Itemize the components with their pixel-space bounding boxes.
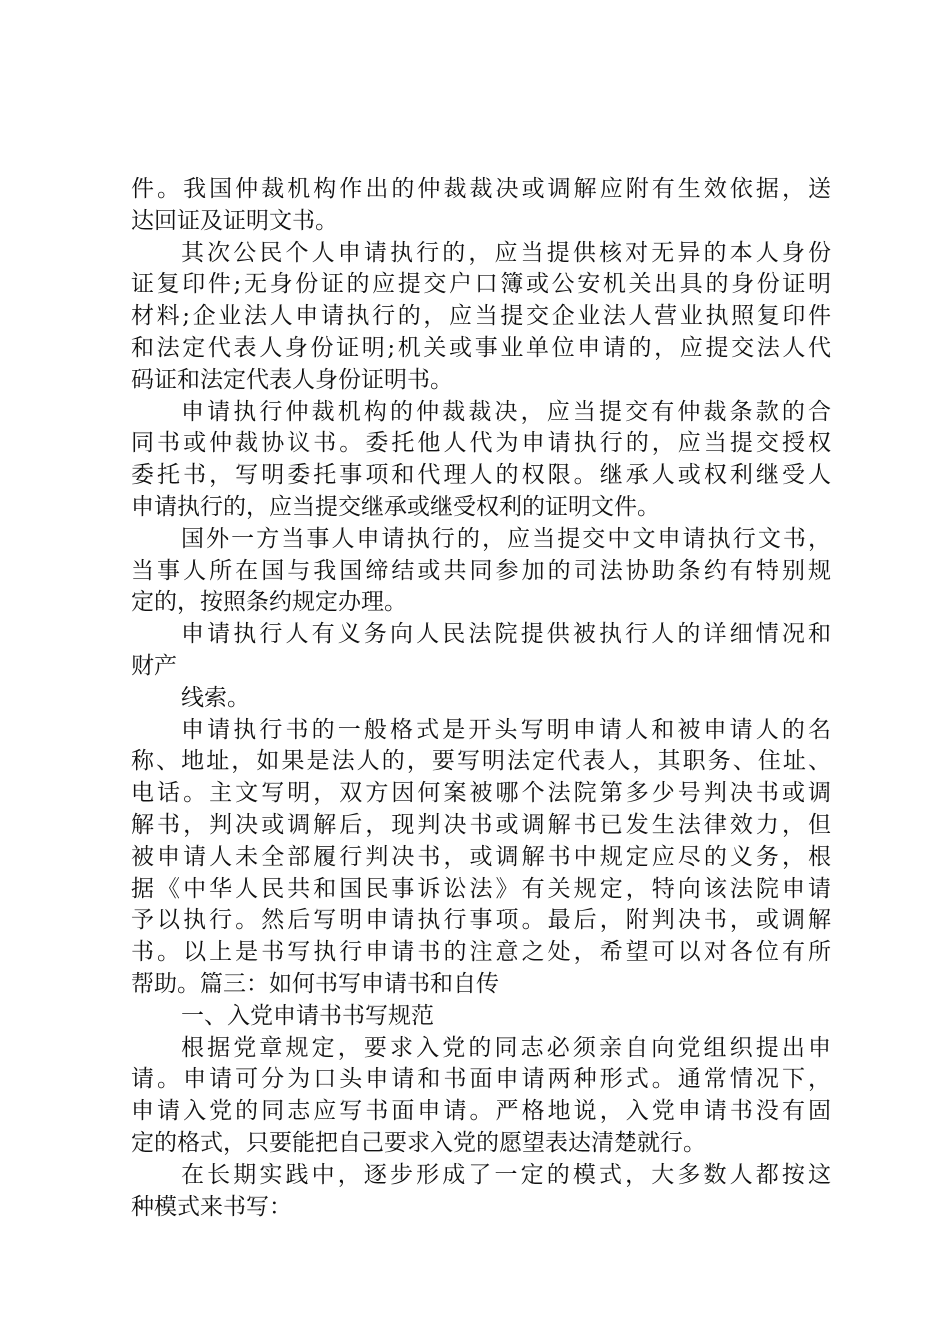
text-line: 请。申请可分为口头申请和书面申请两种形式。通常情况下， <box>131 1066 831 1093</box>
text-line: 根据党章规定，要求入党的同志必须亲自向党组织提出申 <box>181 1034 831 1061</box>
text-line: 定的格式，只要能把自己要求入党的愿望表达清楚就行。 <box>131 1129 706 1156</box>
text-line: 件。我国仲裁机构作出的仲裁裁决或调解应附有生效依据，送 <box>131 176 831 202</box>
text-line: 定的，按照条约规定办理。 <box>131 589 407 616</box>
text-line: 被申请人未全部履行判决书，或调解书中规定应尽的义务，根 <box>131 843 831 870</box>
text-line: 财产 <box>131 652 177 679</box>
text-line: 解书，判决或调解后，现判决书或调解书已发生法律效力，但 <box>131 811 831 838</box>
text-line: 当事人所在国与我国缔结或共同参加的司法协助条约有特别规 <box>131 557 831 584</box>
text-line: 申请入党的同志应写书面申请。严格地说，入党申请书没有固 <box>131 1098 831 1125</box>
text-line: 申请执行书的一般格式是开头写明申请人和被申请人的名 <box>181 716 831 743</box>
text-line: 电话。主文写明，双方因何案被哪个法院第多少号判决书或调 <box>131 780 831 807</box>
text-line: 申请执行的，应当提交继承或继受权利的证明文件。 <box>131 493 660 520</box>
text-line: 和法定代表人身份证明;机关或事业单位申请的，应提交法人代 <box>131 334 831 361</box>
text-line: 帮助。篇三：如何书写申请书和自传 <box>131 970 499 997</box>
text-line: 书。以上是书写执行申请书的注意之处，希望可以对各位有所 <box>131 939 831 966</box>
text-line: 达回证及证明文书。 <box>131 207 338 234</box>
document-body <box>131 174 831 1223</box>
text-line: 申请执行仲裁机构的仲裁裁决，应当提交有仲裁条款的合 <box>181 398 831 425</box>
text-line: 申请执行人有义务向人民法院提供被执行人的详细情况和 <box>181 621 831 648</box>
text-line: 同书或仲裁协议书。委托他人代为申请执行的，应当提交授权 <box>131 430 831 457</box>
text-line: 委托书，写明委托事项和代理人的权限。继承人或权利继受人 <box>131 462 831 489</box>
text-line: 据《中华人民共和国民事诉讼法》有关规定，特向该法院申请 <box>131 875 831 902</box>
text-line: 材料;企业法人申请执行的，应当提交企业法人营业执照复印件 <box>131 303 831 330</box>
text-line: 码证和法定代表人身份证明书。 <box>131 366 453 393</box>
text-line: 国外一方当事人申请执行的，应当提交中文申请执行文书， <box>181 525 831 552</box>
text-line: 其次公民个人申请执行的，应当提供核对无异的本人身份 <box>181 239 831 266</box>
text-line: 在长期实践中，逐步形成了一定的模式，大多数人都按这 <box>181 1161 831 1188</box>
text-line: 线索。 <box>181 684 250 711</box>
text-line: 种模式来书写： <box>131 1193 292 1220</box>
text-line: 一、入党申请书书写规范 <box>181 1002 434 1029</box>
text-line: 证复印件;无身份证的应提交户口簿或公安机关出具的身份证明 <box>131 271 831 298</box>
text-line: 称、地址，如果是法人的，要写明法定代表人，其职务、住址、 <box>131 748 831 775</box>
text-line: 予以执行。然后写明申请执行事项。最后，附判决书，或调解 <box>131 907 831 934</box>
